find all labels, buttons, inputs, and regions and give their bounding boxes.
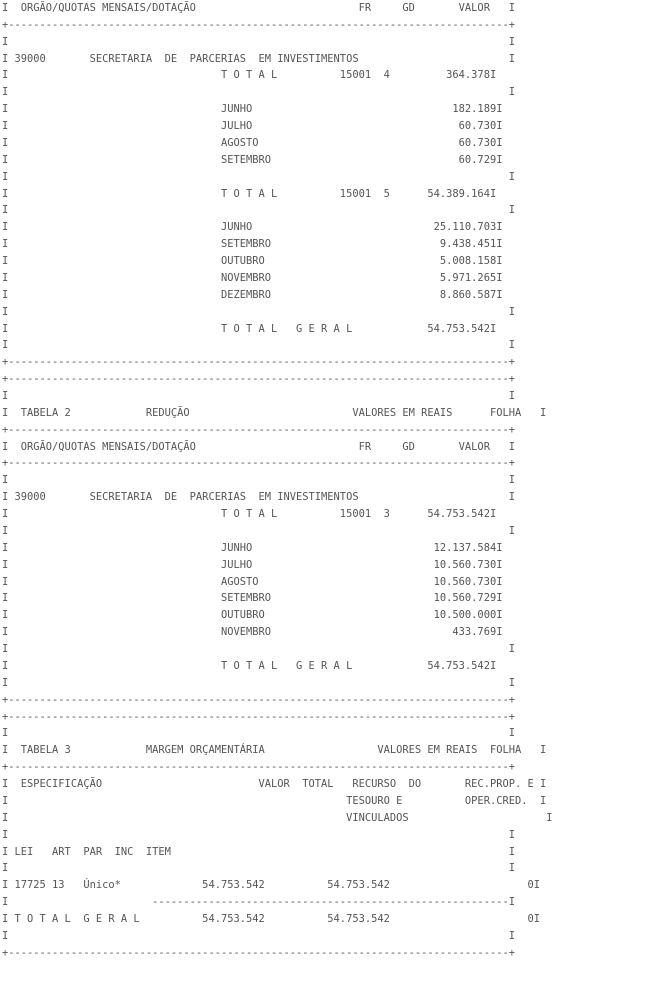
report-line: +--------------------------------------------------------------------------------+ xyxy=(2,356,515,369)
report-line: I OUTUBRO 5.008.158I xyxy=(2,255,503,268)
report-line: I JULHO 60.730I xyxy=(2,120,503,133)
report-line: I I xyxy=(2,204,515,217)
report-line: I ORGÃO/QUOTAS MENSAIS/DOTAÇÃO FR GD VALOR I xyxy=(2,2,515,14)
report-line: +--------------------------------------------------------------------------------+ xyxy=(2,457,515,470)
report-line: +--------------------------------------------------------------------------------+ xyxy=(2,373,515,386)
report-line: I JUNHO 25.110.703I xyxy=(2,221,503,234)
report-line: I SETEMBRO 9.438.451I xyxy=(2,238,503,251)
report-line: +--------------------------------------------------------------------------------+ xyxy=(2,423,515,436)
report-line: I TABELA 3 MARGEM ORÇAMENTÁRIA VALORES EM REAIS FOLHA I xyxy=(2,744,547,757)
report-line: I JUNHO 182.189I xyxy=(2,103,503,116)
report-line: I ---------------------------------------------------------I xyxy=(2,896,515,909)
report-line: I T O T A L G E R A L 54.753.542I xyxy=(2,322,497,335)
report-line: I I xyxy=(2,86,515,99)
report-line: I T O T A L 15001 4 364.378I xyxy=(2,69,497,82)
report-line: +--------------------------------------------------------------------------------+ xyxy=(2,710,515,723)
report-line: I I xyxy=(2,929,515,942)
report-line: I T O T A L 15001 3 54.753.542I xyxy=(2,508,497,521)
report-line: I OUTUBRO 10.500.000I xyxy=(2,609,503,622)
report-line: I I xyxy=(2,524,515,537)
report-line: I JUNHO 12.137.584I xyxy=(2,541,503,554)
report-line: +--------------------------------------------------------------------------------+ xyxy=(2,18,515,31)
report-line: I TABELA 2 REDUÇÃO VALORES EM REAIS FOLHA I xyxy=(2,406,547,419)
report-line: I NOVEMBRO 5.971.265I xyxy=(2,271,503,284)
report-line: I AGOSTO 60.730I xyxy=(2,136,503,149)
report-line: I 17725 13 Único* 54.753.542 54.753.542 0I xyxy=(2,879,540,892)
report-line: I I xyxy=(2,305,515,318)
report-line: I 39000 SECRETARIA DE PARCERIAS EM INVESTIMENTOS I xyxy=(2,491,515,504)
report-line: I T O T A L G E R A L 54.753.542I xyxy=(2,659,497,672)
report-line: I I xyxy=(2,727,515,740)
report-line: I I xyxy=(2,35,515,48)
report-line: I AGOSTO 10.560.730I xyxy=(2,575,503,588)
report-line: I I xyxy=(2,643,515,656)
report-line: I I xyxy=(2,474,515,487)
report-line: I LEI ART PAR INC ITEM I xyxy=(2,845,515,858)
report-line: I I xyxy=(2,390,515,402)
report-line: I 39000 SECRETARIA DE PARCERIAS EM INVESTIMENTOS I xyxy=(2,52,515,65)
report-line: +--------------------------------------------------------------------------------+ xyxy=(2,693,515,706)
report-line: I SETEMBRO 60.729I xyxy=(2,153,503,166)
report-line: I I xyxy=(2,339,515,352)
report-line: +--------------------------------------------------------------------------------+ xyxy=(2,761,515,774)
report-line: I ESPECIFICAÇÃO VALOR TOTAL RECURSO DO REC.PROP. E I xyxy=(2,778,547,791)
report-line: I TESOURO E OPER.CRED. I xyxy=(2,794,547,807)
report-line: I I xyxy=(2,676,515,689)
report-line: I ORGÃO/QUOTAS MENSAIS/DOTAÇÃO FR GD VALOR I xyxy=(2,440,515,453)
report-line: I VINCULADOS I xyxy=(2,811,553,824)
report-line: I NOVEMBRO 433.769I xyxy=(2,626,503,639)
report-line: I I xyxy=(2,862,515,875)
report-line: I DEZEMBRO 8.860.587I xyxy=(2,288,503,301)
report-line: I T O T A L G E R A L 54.753.542 54.753.542 0I xyxy=(2,912,540,925)
report-line: +--------------------------------------------------------------------------------+ xyxy=(2,946,515,959)
report-line: I JULHO 10.560.730I xyxy=(2,558,503,571)
report-line: I SETEMBRO 10.560.729I xyxy=(2,592,503,605)
report-line: I I xyxy=(2,828,515,841)
report-line: I T O T A L 15001 5 54.389.164I xyxy=(2,187,497,200)
report-line: I I xyxy=(2,170,515,183)
